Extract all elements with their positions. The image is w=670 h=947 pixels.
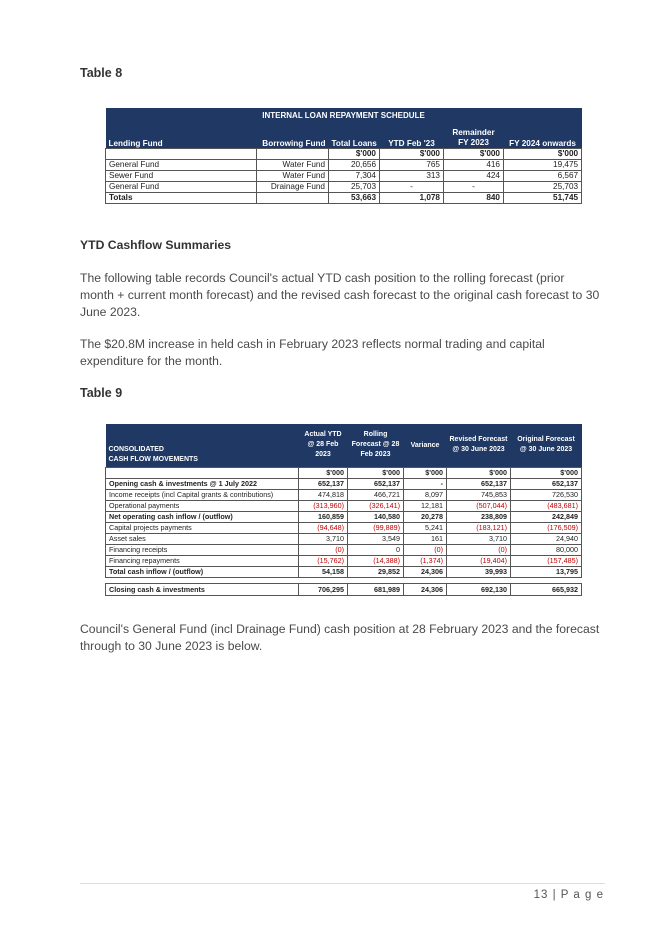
cell: 51,745 [504,192,582,203]
table-row [106,533,582,544]
unit-cell: $'000 [504,148,582,159]
table-row [106,159,582,170]
loan-table-title: INTERNAL LOAN REPAYMENT SCHEDULE [262,110,425,120]
row-label: Closing cash & investments [106,583,299,595]
row-label: Financing receipts [106,544,299,555]
cell: 8,097 [404,489,447,500]
loan-repayment-table [105,108,582,204]
col-header: Borrowing Fund [262,138,326,148]
row-label: Capital projects payments [106,522,299,533]
table-row [106,500,582,511]
row-label: Total cash inflow / (outflow) [106,566,299,577]
cell: 242,849 [511,511,582,522]
cell: 665,932 [511,583,582,595]
unit-cell: $'000 [348,467,404,478]
cell: 13,795 [511,566,582,577]
unit-cell [106,148,257,159]
cell: (0) [299,544,348,555]
table-row [106,511,582,522]
row-label: Operational payments [106,500,299,511]
cell: 19,475 [504,159,582,170]
unit-cell: $'000 [444,148,504,159]
unit-cell: $'000 [511,467,582,478]
cell: 745,853 [447,489,511,500]
table9-heading: Table 9 [80,386,123,400]
cell: (483,681) [511,500,582,511]
cell: 80,000 [511,544,582,555]
col-header: Original Forecast @ 30 June 2023 [517,436,575,454]
section-heading: YTD Cashflow Summaries [80,238,232,252]
row-label: Opening cash & investments @ 1 July 2022 [106,478,299,489]
cell: 160,859 [299,511,348,522]
cell: 0 [348,544,404,555]
cell: 25,703 [504,181,582,192]
col-header: Remainder FY 2023 [452,127,495,147]
cell: (313,960) [299,500,348,511]
table-row [106,522,582,533]
cell: 3,549 [348,533,404,544]
table-row [106,181,582,192]
cell: Water Fund [257,170,329,181]
cell: 840 [444,192,504,203]
table-row [106,478,582,489]
row-label: Income receipts (incl Capital grants & contributions) [106,489,299,500]
cell: (0) [447,544,511,555]
table-row [106,544,582,555]
cell: 424 [444,170,504,181]
paragraph: Council's General Fund (incl Drainage Fund) cash position at 28 February 2023 and the forecast through to 30 June 2023 is below. [80,622,600,653]
table-row [106,170,582,181]
cell: 12,181 [404,500,447,511]
cell: 20,656 [329,159,380,170]
cell: 765 [380,159,444,170]
cell [106,467,299,478]
cell: (176,509) [511,522,582,533]
row-label: Net operating cash inflow / (outflow) [106,511,299,522]
cell: 681,989 [348,583,404,595]
title-line: CONSOLIDATED [108,445,164,453]
cell: 466,721 [348,489,404,500]
cell: 39,993 [447,566,511,577]
cell: (1,374) [404,555,447,566]
cell: 652,137 [447,478,511,489]
col-header: Actual YTD @ 28 Feb 2023 [304,431,342,459]
row-label: Asset sales [106,533,299,544]
cell: 7,304 [329,170,380,181]
cell: (157,485) [511,555,582,566]
cell: 54,158 [299,566,348,577]
cell: (15,762) [299,555,348,566]
cell: 652,137 [348,478,404,489]
cell: 1,078 [380,192,444,203]
cell: 140,580 [348,511,404,522]
col-header: Lending Fund [108,138,163,148]
cell: (14,388) [348,555,404,566]
unit-cell: $'000 [404,467,447,478]
table-row [106,555,582,566]
cell: 20,278 [404,511,447,522]
unit-cell: $'000 [447,467,511,478]
cell: 706,295 [299,583,348,595]
closing-row [106,583,582,595]
table-row [106,489,582,500]
cell: 652,137 [511,478,582,489]
cell: 24,306 [404,566,447,577]
cell: 3,710 [447,533,511,544]
col-header: Variance [410,441,440,449]
cell: (183,121) [447,522,511,533]
cell: 161 [404,533,447,544]
cell: 3,710 [299,533,348,544]
title-line: CASH FLOW MOVEMENTS [108,455,198,463]
col-header: Total Loans [331,138,377,148]
cell: 238,809 [447,511,511,522]
cell: (94,648) [299,522,348,533]
table8-heading: Table 8 [80,66,123,80]
table-row [106,566,582,577]
table-title [106,424,299,467]
cell: (19,404) [447,555,511,566]
cell: 416 [444,159,504,170]
cash-flow-table [105,424,582,596]
cell [257,192,329,203]
cell: (326,141) [348,500,404,511]
paragraph: The following table records Council's actual YTD cash position to the rolling forecast (prior month + current month forecast) and the revised cash forecast to the original cash forecast to 30 June 2023. [80,271,600,319]
paragraph: The $20.8M increase in held cash in February 2023 reflects normal trading and capital expenditure for the month. [80,337,545,368]
unit-cell: $'000 [299,467,348,478]
col-header: YTD Feb '23 [388,138,435,148]
unit-cell: $'000 [329,148,380,159]
page-number: 13 | P a g e [533,889,604,901]
cell: General Fund [106,159,257,170]
cell: 726,530 [511,489,582,500]
unit-cell: $'000 [380,148,444,159]
cell: General Fund [106,181,257,192]
cell: (99,889) [348,522,404,533]
row-label: Financing repayments [106,555,299,566]
cell: 6,567 [504,170,582,181]
cell: - [404,478,447,489]
col-header: Revised Forecast @ 30 June 2023 [449,436,508,454]
footer-divider [80,883,605,884]
cell: 24,940 [511,533,582,544]
cell: (0) [404,544,447,555]
cell: Totals [106,192,257,203]
cell: - [380,181,444,192]
cell: 25,703 [329,181,380,192]
cell: 5,241 [404,522,447,533]
cell: 53,663 [329,192,380,203]
cell: Sewer Fund [106,170,257,181]
unit-cell [257,148,329,159]
col-header: FY 2024 onwards [509,138,576,148]
col-header: Rolling Forecast @ 28 Feb 2023 [351,431,400,459]
cell: Water Fund [257,159,329,170]
cell: 24,306 [404,583,447,595]
cell: 313 [380,170,444,181]
cell: 692,130 [447,583,511,595]
cell: - [444,181,504,192]
totals-row [106,192,582,203]
cell: 474,818 [299,489,348,500]
cell: Drainage Fund [257,181,329,192]
cell: 29,852 [348,566,404,577]
cell: (507,044) [447,500,511,511]
cell: 652,137 [299,478,348,489]
